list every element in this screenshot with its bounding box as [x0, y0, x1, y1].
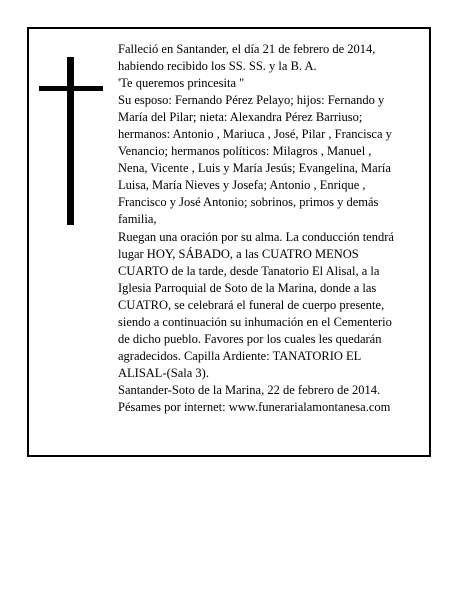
obituary-line: María del Pilar; nieta: Alexandra Pérez Barriuso; — [118, 110, 363, 125]
obituary-line: 'Te queremos princesita " — [118, 76, 245, 91]
obituary-line: Luisa, María Nieves y Josefa; Antonio , Enrique , — [118, 178, 366, 193]
obituary-line: Santander-Soto de la Marina, 22 de febrero de 2014. — [118, 382, 381, 397]
cross-horizontal-bar — [39, 86, 103, 91]
obituary-line: Su esposo: Fernando Pérez Pelayo; hijos: Fernando y — [118, 93, 385, 108]
obituary-line: Nena, Vicente , Luis y María Jesús; Evangelina, María — [118, 161, 391, 176]
obituary-line: CUATRO, se celebrará el funeral de cuerpo presente, — [118, 297, 385, 312]
obituary-line: ALISAL-(Sala 3). — [118, 365, 209, 380]
obituary-line: Falleció en Santander, el día 21 de febrero de 2014, — [118, 42, 376, 56]
obituary-line: hermanos: Antonio , Mariuca , José, Pilar , Francisca y — [118, 127, 392, 142]
obituary-line: Francisco y José Antonio; sobrinos, primos y demás — [118, 195, 379, 210]
obituary-line: Ruegan una oración por su alma. La conducción tendrá — [118, 229, 394, 244]
cross-vertical-bar — [67, 57, 74, 225]
obituary-notice — [27, 27, 431, 457]
obituary-line: agradecidos. Capilla Ardiente: TANATORIO EL — [118, 348, 362, 363]
obituary-line: Iglesia Parroquial de Soto de la Marina, donde a las — [118, 280, 377, 295]
obituary-line: CUARTO de la tarde, desde Tanatorio El Alisal, a la — [118, 263, 380, 278]
obituary-line: Pésames por internet: www.funerarialamontanesa.com — [118, 399, 391, 414]
obituary-text — [118, 41, 424, 416]
obituary-line: lugar HOY, SÁBADO, a las CUATRO MENOS — [118, 246, 359, 261]
obituary-line: habiendo recibido los SS. SS. y la B. A. — [118, 59, 317, 74]
obituary-line: de dicho pueblo. Favores por los cuales les quedarán — [118, 331, 382, 346]
obituary-line: familia, — [118, 212, 157, 227]
obituary-line: siendo a continuación su inhumación en el Cementerio — [118, 314, 392, 329]
obituary-line: Venancio; hermanos políticos: Milagros , Manuel , — [118, 144, 372, 159]
